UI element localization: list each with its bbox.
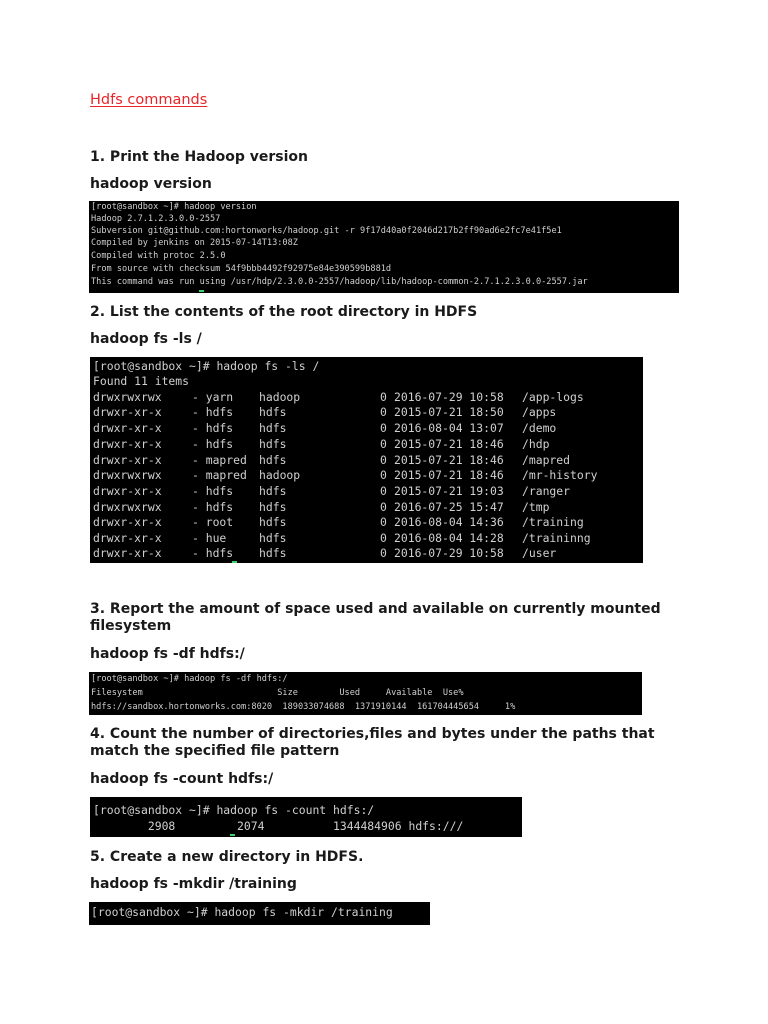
listing-permissions: drwxr-xr-x [93,437,162,451]
listing-group: hdfs [259,515,287,529]
section-4-heading: 4. Count the number of directories,files and bytes under the paths that match the specified file pattern [90,726,655,759]
terminal-line: [root@sandbox ~]# hadoop fs -mkdir /training [91,905,393,919]
terminal-line: From source with checksum 54f9bbb4492f92975e84e390599b881d [91,264,392,274]
listing-size: 0 [380,515,387,529]
listing-size: 0 [380,468,387,482]
listing-owner: - hdfs [192,484,234,498]
listing-date: 2015-07-21 18:46 [394,468,504,482]
listing-owner: - yarn [192,390,234,404]
listing-row [90,405,643,420]
listing-owner: - hue [192,531,227,545]
listing-owner: - hdfs [192,546,234,560]
listing-date: 2016-08-04 14:36 [394,515,504,529]
listing-row [90,468,643,483]
terminal-hadoop-version [89,201,679,293]
terminal-line: [root@sandbox ~]# hadoop version [91,202,257,212]
listing-size: 0 [380,421,387,435]
listing-group: hdfs [259,453,287,467]
listing-size: 0 [380,546,387,560]
listing-row [90,437,643,452]
listing-group: hdfs [259,484,287,498]
section-2-command: hadoop fs -ls / [90,331,202,347]
section-1-heading: 1. Print the Hadoop version [90,149,309,165]
listing-date: 2016-08-04 14:28 [394,531,504,545]
listing-row [90,421,643,436]
section-1-command: hadoop version [90,176,212,192]
listing-path: /apps [522,405,557,419]
listing-permissions: drwxr-xr-x [93,484,162,498]
listing-group: hdfs [259,546,287,560]
listing-path: /demo [522,421,557,435]
listing-path: /user [522,546,557,560]
listing-size: 0 [380,500,387,514]
listing-row [90,484,643,499]
listing-date: 2016-08-04 13:07 [394,421,504,435]
listing-path: /training [522,515,584,529]
listing-row [90,515,643,530]
listing-path: /tmp [522,500,550,514]
listing-date: 2016-07-29 10:58 [394,546,504,560]
listing-permissions: drwxrwxrwx [93,390,162,404]
listing-group: hdfs [259,405,287,419]
listing-path: /mapred [522,453,571,467]
document-title: Hdfs commands [90,92,208,108]
terminal-line: 2908 2074 1344484906 hdfs:/// [93,819,464,833]
terminal-ls-root [90,357,643,563]
terminal-line: [root@sandbox ~]# hadoop fs -ls / [93,359,320,373]
section-3-command: hadoop fs -df hdfs:/ [90,646,245,662]
terminal-cursor [230,834,235,836]
listing-owner: - hdfs [192,421,234,435]
listing-date: 2016-07-25 15:47 [394,500,504,514]
listing-size: 0 [380,484,387,498]
listing-group: hadoop [259,468,301,482]
section-5-heading: 5. Create a new directory in HDFS. [90,849,364,865]
terminal-line: This command was run using /usr/hdp/2.3.0.0-2557/hadoop/lib/hadoop-common-2.7.1.2.3.0.0-2557.jar [91,277,588,287]
terminal-line: Compiled by jenkins on 2015-07-14T13:08Z [91,238,298,248]
listing-group: hdfs [259,421,287,435]
listing-size: 0 [380,405,387,419]
listing-group: hadoop [259,390,301,404]
listing-path: /traininng [522,531,591,545]
listing-permissions: drwxr-xr-x [93,405,162,419]
listing-path: /mr-history [522,468,598,482]
section-5-command: hadoop fs -mkdir /training [90,876,297,892]
listing-owner: - hdfs [192,405,234,419]
listing-path: /app-logs [522,390,584,404]
listing-row [90,531,643,546]
listing-date: 2015-07-21 18:46 [394,437,504,451]
terminal-line: Subversion git@github.com:hortonworks/hadoop.git -r 9f17d40a0f2046d217b2ff90ad6e2fc7e41f5e1 [91,226,562,236]
listing-permissions: drwxr-xr-x [93,531,162,545]
listing-date: 2016-07-29 10:58 [394,390,504,404]
listing-permissions: drwxrwxrwx [93,500,162,514]
section-2-heading: 2. List the contents of the root directory in HDFS [90,304,478,320]
listing-owner: - hdfs [192,437,234,451]
terminal-line: Compiled with protoc 2.5.0 [91,251,226,261]
listing-row [90,546,643,561]
terminal-cursor [199,290,204,292]
listing-permissions: drwxrwxrwx [93,468,162,482]
listing-owner: - hdfs [192,500,234,514]
listing-row [90,500,643,515]
section-4-command: hadoop fs -count hdfs:/ [90,771,274,787]
section-3-heading: 3. Report the amount of space used and available on currently mounted filesystem [90,601,661,634]
terminal-line: hdfs://sandbox.hortonworks.com:8020 189033074688 1371910144 161704445654 1% [91,702,516,712]
listing-date: 2015-07-21 19:03 [394,484,504,498]
listing-row [90,453,643,468]
terminal-line: Hadoop 2.7.1.2.3.0.0-2557 [91,214,221,224]
listing-row [90,390,643,405]
terminal-cursor [232,561,237,563]
listing-size: 0 [380,453,387,467]
listing-date: 2015-07-21 18:46 [394,453,504,467]
listing-path: /ranger [522,484,571,498]
terminal-count [90,797,522,837]
listing-size: 0 [380,437,387,451]
terminal-line: Found 11 items [93,374,190,388]
listing-size: 0 [380,390,387,404]
listing-permissions: drwxr-xr-x [93,421,162,435]
listing-group: hdfs [259,437,287,451]
listing-group: hdfs [259,531,287,545]
terminal-line: Filesystem Size Used Available Use% [91,688,464,698]
listing-permissions: drwxr-xr-x [93,546,162,560]
listing-permissions: drwxr-xr-x [93,515,162,529]
listing-size: 0 [380,531,387,545]
terminal-line: [root@sandbox ~]# hadoop fs -df hdfs:/ [91,674,288,684]
listing-group: hdfs [259,500,287,514]
listing-owner: - root [192,515,234,529]
listing-date: 2015-07-21 18:50 [394,405,504,419]
terminal-mkdir [89,902,430,925]
terminal-df [89,672,642,715]
listing-permissions: drwxr-xr-x [93,453,162,467]
listing-owner: - mapred [192,468,247,482]
terminal-line: [root@sandbox ~]# hadoop fs -count hdfs:/ [93,803,375,817]
listing-owner: - mapred [192,453,247,467]
listing-path: /hdp [522,437,550,451]
